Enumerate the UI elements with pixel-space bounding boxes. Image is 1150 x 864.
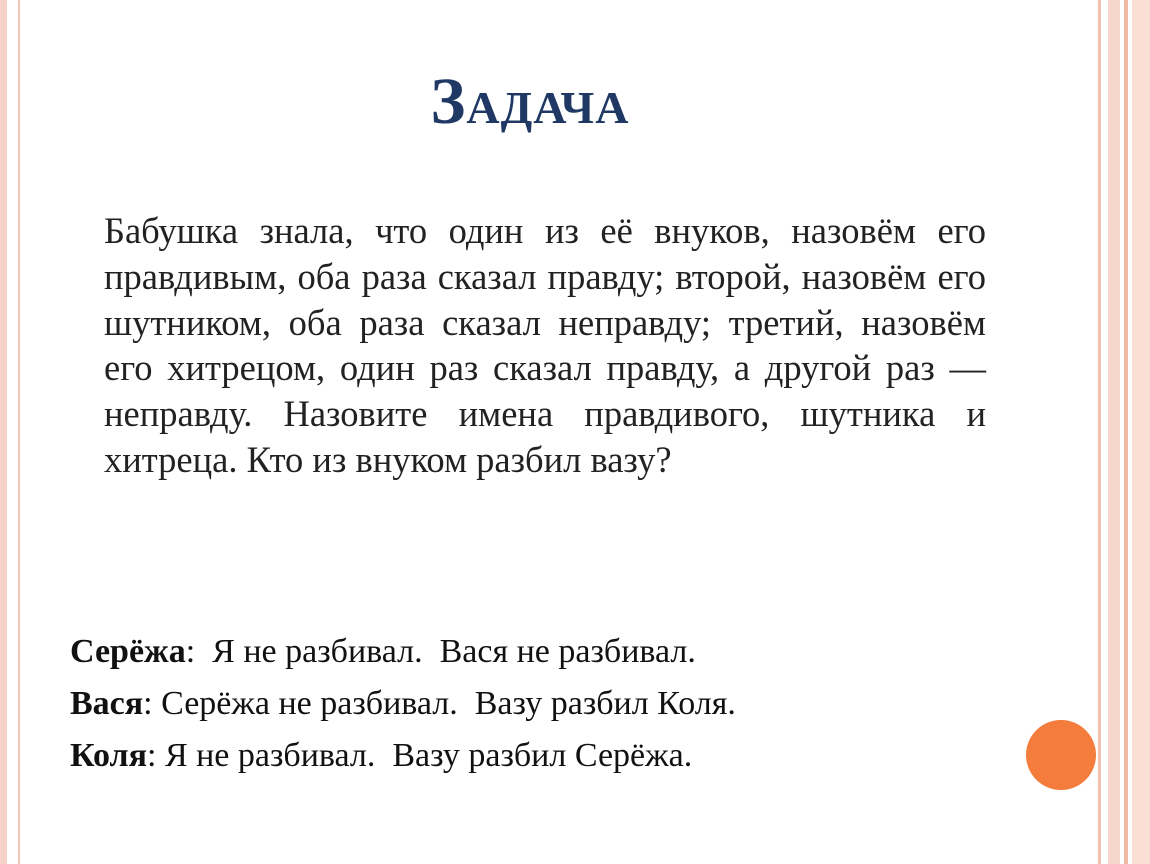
- statement-serezha: Серёжа: Я не разбивал. Вася не разбивал.: [70, 633, 696, 670]
- speaker-name: Коля: [70, 737, 147, 774]
- frame-right-stripe-1: [1108, 0, 1120, 864]
- speaker-name: Вася: [70, 685, 144, 722]
- frame-right-stripe-2: [1132, 0, 1150, 864]
- frame-right-line-1: [1098, 0, 1101, 864]
- statement-text: Я не разбивал. Вазу разбил Серёжа.: [164, 737, 693, 774]
- task-text: Бабушка знала, что один из её внуков, назовём его правдивым, оба раза сказал правду; второй, назовём его шутником, оба раза сказал неправду; третий, назовём его хитрецом, один раз сказал правду, а другой раз — неправду. Назовите имена правдивого, шутника и хитреца. Кто из внуком разбил вазу?: [104, 210, 986, 480]
- statement-text: Серёжа не разбивал. Вазу разбил Коля.: [161, 685, 736, 722]
- statements-list: [70, 626, 1050, 782]
- frame-right-line-2: [1124, 0, 1128, 864]
- orange-circle-decoration: [1026, 720, 1096, 790]
- statement-kolya: Коля: Я не разбивал. Вазу разбил Серёжа.: [70, 737, 693, 774]
- speaker-name: Серёжа: [70, 633, 186, 670]
- statement-vasya: Вася: Серёжа не разбивал. Вазу разбил Коля.: [70, 685, 736, 722]
- statement-text: Я не разбивал. Вася не разбивал.: [212, 633, 696, 670]
- slide-title-text: Задача: [430, 65, 630, 138]
- slide-title: [0, 62, 1060, 142]
